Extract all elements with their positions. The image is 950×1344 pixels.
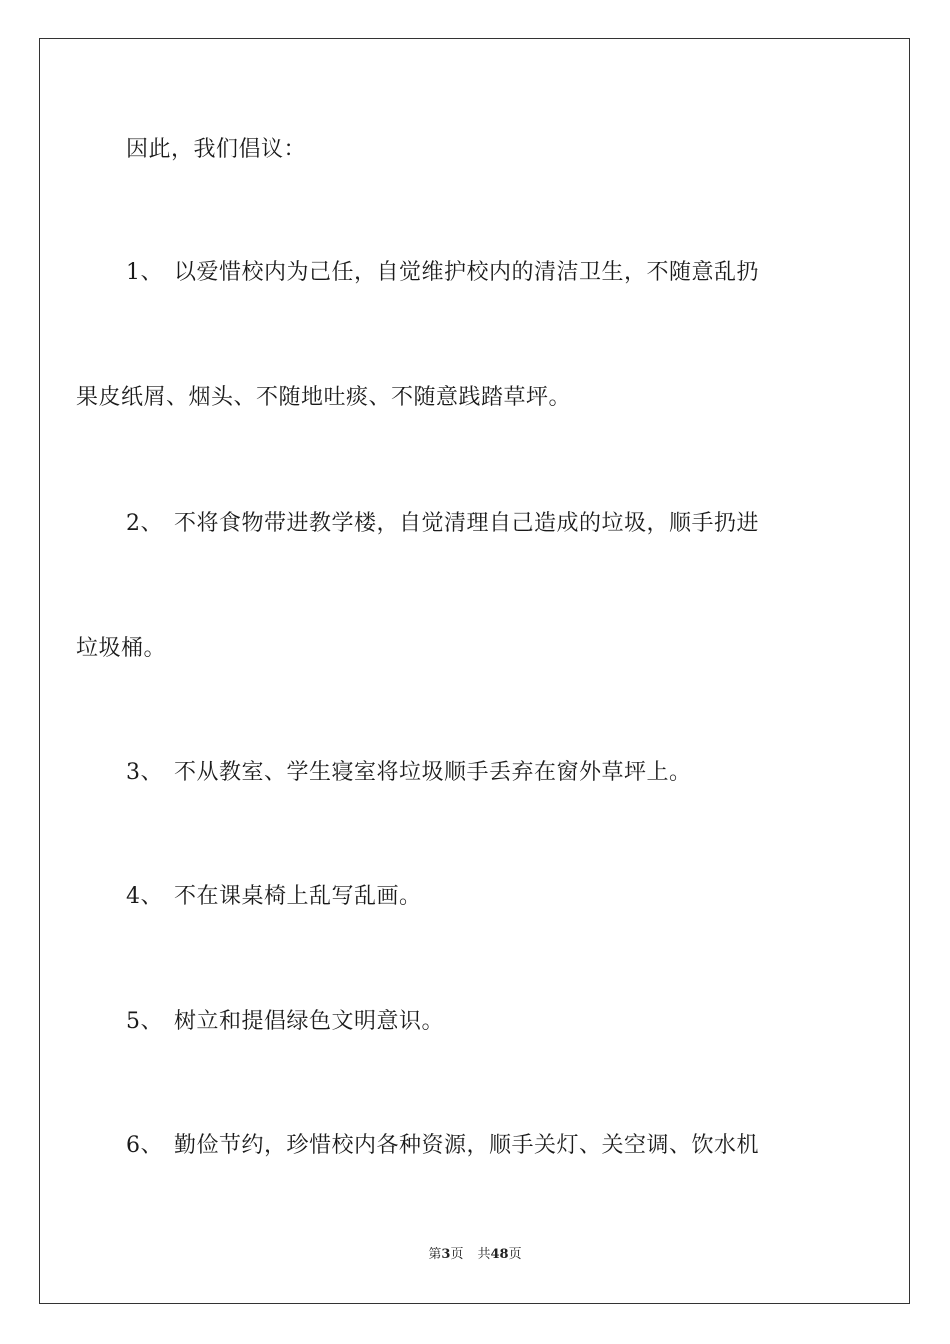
item-2-line-2: 垃圾桶。	[76, 636, 167, 661]
page-footer	[0, 1246, 950, 1264]
item-1-text: 以爱惜校内为己任，自觉维护校内的清洁卫生，不随意乱扔	[174, 260, 760, 285]
item-3-line-1	[0, 758, 950, 788]
page-frame	[39, 38, 910, 1304]
item-5-text: 树立和提倡绿色文明意识。	[174, 1009, 445, 1034]
item-4-text: 不在课桌椅上乱写乱画。	[174, 884, 422, 909]
item-5-line-1	[0, 1007, 950, 1037]
item-1-line-2: 果皮纸屑、烟头、不随地吐痰、不随意践踏草坪。	[76, 385, 572, 410]
item-2-number: 2、	[126, 511, 163, 536]
item-1-number: 1、	[126, 260, 163, 285]
footer-page-suffix: 页	[450, 1247, 464, 1262]
item-6-number: 6、	[126, 1133, 163, 1158]
footer-page-prefix: 第	[428, 1247, 442, 1262]
item-4-line-1	[0, 882, 950, 912]
footer-page-number: 3	[441, 1247, 451, 1262]
item-2-line-1	[0, 509, 950, 539]
footer-total-suffix: 页	[508, 1247, 522, 1262]
item-6-text: 勤俭节约，珍惜校内各种资源，顺手关灯、关空调、饮水机	[174, 1133, 760, 1158]
item-2-text: 不将食物带进教学楼，自觉清理自己造成的垃圾，顺手扔进	[174, 511, 760, 536]
item-5-number: 5、	[126, 1009, 163, 1034]
intro-paragraph: 因此，我们倡议：	[126, 137, 307, 162]
item-3-text: 不从教室、学生寝室将垃圾顺手丢弃在窗外草坪上。	[174, 760, 692, 785]
item-3-number: 3、	[126, 760, 163, 785]
item-1-line-1	[0, 258, 950, 288]
item-6-line-1	[0, 1131, 950, 1161]
item-4-number: 4、	[126, 884, 163, 909]
footer-total-pages: 48	[490, 1247, 509, 1262]
footer-total-prefix: 共	[477, 1247, 491, 1262]
